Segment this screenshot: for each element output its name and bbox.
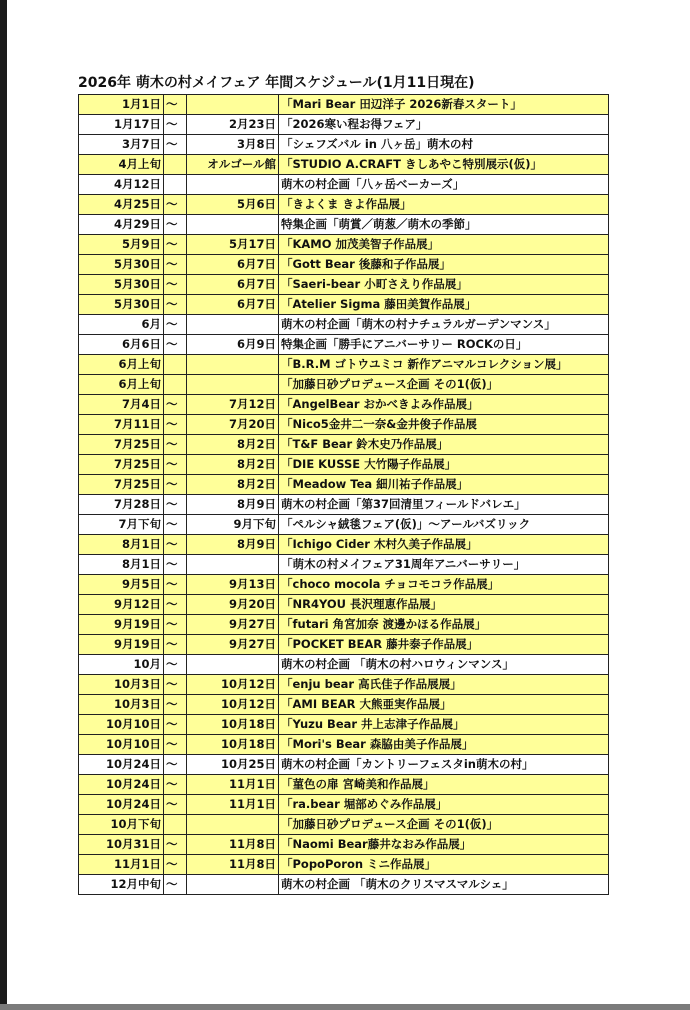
event-name-cell: 「Mari Bear 田辺洋子 2026新春スタート」 <box>279 95 609 115</box>
start-date-cell: 12月中旬 <box>79 875 164 895</box>
range-separator-cell: 〜 <box>164 755 187 775</box>
table-row <box>79 715 609 735</box>
event-name-cell: 「Saeri-bear 小町さえり作品展」 <box>279 275 609 295</box>
start-date-cell: 10月 <box>79 655 164 675</box>
start-date-cell: 4月12日 <box>79 175 164 195</box>
event-name-cell: 「Meadow Tea 細川祐子作品展」 <box>279 475 609 495</box>
start-date-cell: 4月上旬 <box>79 155 164 175</box>
table-row <box>79 195 609 215</box>
range-separator-cell: 〜 <box>164 735 187 755</box>
start-date-cell: 10月24日 <box>79 775 164 795</box>
start-date-cell: 8月1日 <box>79 535 164 555</box>
range-separator-cell: 〜 <box>164 515 187 535</box>
end-date-cell: 9月27日 <box>187 635 279 655</box>
end-date-cell: 8月2日 <box>187 455 279 475</box>
range-separator-cell: 〜 <box>164 855 187 875</box>
start-date-cell: 10月24日 <box>79 755 164 775</box>
event-name-cell: 「KAMO 加茂美智子作品展」 <box>279 235 609 255</box>
range-separator-cell <box>164 155 187 175</box>
start-date-cell: 1月17日 <box>79 115 164 135</box>
event-name-cell: 「B.R.M ゴトウユミコ 新作アニマルコレクション展」 <box>279 355 609 375</box>
table-row <box>79 255 609 275</box>
end-date-cell: 9月下旬 <box>187 515 279 535</box>
event-name-cell: 「Yuzu Bear 井上志津子作品展」 <box>279 715 609 735</box>
table-row <box>79 375 609 395</box>
start-date-cell: 9月5日 <box>79 575 164 595</box>
table-row <box>79 495 609 515</box>
table-row <box>79 315 609 335</box>
window-left-edge <box>0 0 7 1010</box>
range-separator-cell: 〜 <box>164 495 187 515</box>
end-date-cell: 11月8日 <box>187 835 279 855</box>
table-row <box>79 595 609 615</box>
start-date-cell: 5月30日 <box>79 275 164 295</box>
event-name-cell: 「加藤日砂プロデュース企画 その1(仮)」 <box>279 815 609 835</box>
event-name-cell: 萌木の村企画「萌木の村ナチュラルガーデンマンス」 <box>279 315 609 335</box>
schedule-sheet <box>78 73 612 895</box>
start-date-cell: 6月6日 <box>79 335 164 355</box>
range-separator-cell: 〜 <box>164 675 187 695</box>
start-date-cell: 11月1日 <box>79 855 164 875</box>
range-separator-cell: 〜 <box>164 875 187 895</box>
range-separator-cell: 〜 <box>164 455 187 475</box>
end-date-cell: 7月12日 <box>187 395 279 415</box>
range-separator-cell: 〜 <box>164 635 187 655</box>
table-row <box>79 415 609 435</box>
table-row <box>79 215 609 235</box>
range-separator-cell: 〜 <box>164 335 187 355</box>
end-date-cell <box>187 175 279 195</box>
range-separator-cell: 〜 <box>164 715 187 735</box>
end-date-cell: 6月7日 <box>187 255 279 275</box>
start-date-cell: 4月25日 <box>79 195 164 215</box>
start-date-cell: 6月 <box>79 315 164 335</box>
table-row <box>79 695 609 715</box>
table-row <box>79 155 609 175</box>
range-separator-cell: 〜 <box>164 275 187 295</box>
end-date-cell <box>187 215 279 235</box>
start-date-cell: 7月25日 <box>79 435 164 455</box>
event-name-cell: 萌木の村企画「八ヶ岳ベーカーズ」 <box>279 175 609 195</box>
table-row <box>79 475 609 495</box>
event-name-cell: 「ra.bear 堀部めぐみ作品展」 <box>279 795 609 815</box>
table-row <box>79 335 609 355</box>
table-row <box>79 655 609 675</box>
event-name-cell: 「萌木の村メイフェア31周年アニバーサリー」 <box>279 555 609 575</box>
start-date-cell: 3月7日 <box>79 135 164 155</box>
range-separator-cell: 〜 <box>164 435 187 455</box>
table-row <box>79 815 609 835</box>
table-row <box>79 535 609 555</box>
event-name-cell: 「きよくま きよ作品展」 <box>279 195 609 215</box>
range-separator-cell <box>164 355 187 375</box>
table-row <box>79 835 609 855</box>
range-separator-cell <box>164 375 187 395</box>
range-separator-cell: 〜 <box>164 595 187 615</box>
start-date-cell: 4月29日 <box>79 215 164 235</box>
event-name-cell: 「Nico5金井二一奈&金井俊子作品展 <box>279 415 609 435</box>
start-date-cell: 6月上旬 <box>79 375 164 395</box>
start-date-cell: 10月24日 <box>79 795 164 815</box>
end-date-cell: 10月18日 <box>187 735 279 755</box>
range-separator-cell: 〜 <box>164 775 187 795</box>
start-date-cell: 9月19日 <box>79 635 164 655</box>
event-name-cell: 「choco mocola チョコモコラ作品展」 <box>279 575 609 595</box>
table-row <box>79 675 609 695</box>
end-date-cell: 11月1日 <box>187 795 279 815</box>
range-separator-cell: 〜 <box>164 135 187 155</box>
end-date-cell <box>187 655 279 675</box>
end-date-cell <box>187 355 279 375</box>
range-separator-cell: 〜 <box>164 615 187 635</box>
table-row <box>79 755 609 775</box>
range-separator-cell: 〜 <box>164 235 187 255</box>
table-row <box>79 175 609 195</box>
end-date-cell <box>187 375 279 395</box>
end-date-cell: 7月20日 <box>187 415 279 435</box>
range-separator-cell: 〜 <box>164 695 187 715</box>
event-name-cell: 萌木の村企画 「萌木のクリスマスマルシェ」 <box>279 875 609 895</box>
table-row <box>79 575 609 595</box>
event-name-cell: 特集企画「萌賞／萌葱／萌木の季節」 <box>279 215 609 235</box>
end-date-cell: 5月17日 <box>187 235 279 255</box>
event-name-cell: 萌木の村企画「第37回清里フィールドバレエ」 <box>279 495 609 515</box>
event-name-cell: 「STUDIO A.CRAFT きしあやこ特別展示(仮)」 <box>279 155 609 175</box>
event-name-cell: 「DIE KUSSE 大竹陽子作品展」 <box>279 455 609 475</box>
table-row <box>79 135 609 155</box>
end-date-cell: 6月9日 <box>187 335 279 355</box>
event-name-cell: 「T&F Bear 鈴木史乃作品展」 <box>279 435 609 455</box>
end-date-cell <box>187 815 279 835</box>
range-separator-cell: 〜 <box>164 95 187 115</box>
window-bottom-edge <box>0 1004 690 1010</box>
end-date-cell: オルゴール館 <box>187 155 279 175</box>
event-name-cell: 「enju bear 高氏佳子作品展展」 <box>279 675 609 695</box>
event-name-cell: 「菫色の扉 宮崎美和作品展」 <box>279 775 609 795</box>
range-separator-cell: 〜 <box>164 295 187 315</box>
end-date-cell: 3月8日 <box>187 135 279 155</box>
range-separator-cell: 〜 <box>164 475 187 495</box>
end-date-cell: 10月18日 <box>187 715 279 735</box>
start-date-cell: 7月28日 <box>79 495 164 515</box>
end-date-cell: 10月12日 <box>187 675 279 695</box>
start-date-cell: 10月10日 <box>79 715 164 735</box>
start-date-cell: 10月下旬 <box>79 815 164 835</box>
start-date-cell: 8月1日 <box>79 555 164 575</box>
event-name-cell: 「ペルシャ絨毯フェア(仮)」〜アールバズリック <box>279 515 609 535</box>
start-date-cell: 5月30日 <box>79 295 164 315</box>
event-name-cell: 萌木の村企画「カントリーフェスタin萌木の村」 <box>279 755 609 775</box>
event-name-cell: 「Gott Bear 後藤和子作品展」 <box>279 255 609 275</box>
table-row <box>79 855 609 875</box>
table-row <box>79 115 609 135</box>
start-date-cell: 10月3日 <box>79 695 164 715</box>
range-separator-cell: 〜 <box>164 835 187 855</box>
event-name-cell: 「PopoPoron ミニ作品展」 <box>279 855 609 875</box>
range-separator-cell: 〜 <box>164 415 187 435</box>
start-date-cell: 9月19日 <box>79 615 164 635</box>
end-date-cell: 11月1日 <box>187 775 279 795</box>
range-separator-cell: 〜 <box>164 655 187 675</box>
event-name-cell: 「Atelier Sigma 藤田美賀作品展」 <box>279 295 609 315</box>
table-row <box>79 355 609 375</box>
start-date-cell: 5月30日 <box>79 255 164 275</box>
end-date-cell: 2月23日 <box>187 115 279 135</box>
end-date-cell <box>187 95 279 115</box>
end-date-cell: 8月2日 <box>187 435 279 455</box>
start-date-cell: 7月25日 <box>79 475 164 495</box>
table-row <box>79 875 609 895</box>
page-title: 2026年 萌木の村メイフェア 年間スケジュール(1月11日現在) <box>78 75 475 91</box>
schedule-table <box>78 94 609 895</box>
event-name-cell: 「シェフズバル in 八ヶ岳」萌木の村 <box>279 135 609 155</box>
event-name-cell: 萌木の村企画 「萌木の村ハロウィンマンス」 <box>279 655 609 675</box>
table-row <box>79 395 609 415</box>
start-date-cell: 7月11日 <box>79 415 164 435</box>
range-separator-cell: 〜 <box>164 215 187 235</box>
end-date-cell: 6月7日 <box>187 295 279 315</box>
table-row <box>79 615 609 635</box>
start-date-cell: 6月上旬 <box>79 355 164 375</box>
table-row <box>79 275 609 295</box>
end-date-cell: 8月2日 <box>187 475 279 495</box>
range-separator-cell: 〜 <box>164 195 187 215</box>
table-row <box>79 735 609 755</box>
range-separator-cell <box>164 815 187 835</box>
end-date-cell: 11月8日 <box>187 855 279 875</box>
table-row <box>79 95 609 115</box>
start-date-cell: 5月9日 <box>79 235 164 255</box>
start-date-cell: 10月3日 <box>79 675 164 695</box>
end-date-cell: 9月27日 <box>187 615 279 635</box>
range-separator-cell: 〜 <box>164 575 187 595</box>
event-name-cell: 「futari 角宮加奈 渡邊かほる作品展」 <box>279 615 609 635</box>
range-separator-cell: 〜 <box>164 115 187 135</box>
event-name-cell: 「AngelBear おかべきよみ作品展」 <box>279 395 609 415</box>
range-separator-cell: 〜 <box>164 795 187 815</box>
event-name-cell: 「Naomi Bear藤井なおみ作品展」 <box>279 835 609 855</box>
end-date-cell: 5月6日 <box>187 195 279 215</box>
end-date-cell <box>187 315 279 335</box>
start-date-cell: 9月12日 <box>79 595 164 615</box>
start-date-cell: 1月1日 <box>79 95 164 115</box>
start-date-cell: 7月下旬 <box>79 515 164 535</box>
range-separator-cell <box>164 175 187 195</box>
table-row <box>79 455 609 475</box>
end-date-cell: 8月9日 <box>187 495 279 515</box>
start-date-cell: 7月4日 <box>79 395 164 415</box>
table-row <box>79 295 609 315</box>
table-row <box>79 515 609 535</box>
range-separator-cell: 〜 <box>164 395 187 415</box>
event-name-cell: 「NR4YOU 長沢理恵作品展」 <box>279 595 609 615</box>
table-row <box>79 795 609 815</box>
table-row <box>79 555 609 575</box>
schedule-table-body <box>79 95 609 895</box>
table-row <box>79 635 609 655</box>
end-date-cell: 9月13日 <box>187 575 279 595</box>
end-date-cell: 10月25日 <box>187 755 279 775</box>
end-date-cell: 10月12日 <box>187 695 279 715</box>
event-name-cell: 「POCKET BEAR 藤井泰子作品展」 <box>279 635 609 655</box>
event-name-cell: 「2026寒い程お得フェア」 <box>279 115 609 135</box>
range-separator-cell: 〜 <box>164 555 187 575</box>
event-name-cell: 「Ichigo Cider 木村久美子作品展」 <box>279 535 609 555</box>
end-date-cell: 8月9日 <box>187 535 279 555</box>
range-separator-cell: 〜 <box>164 255 187 275</box>
start-date-cell: 10月31日 <box>79 835 164 855</box>
range-separator-cell: 〜 <box>164 315 187 335</box>
event-name-cell: 「AMI BEAR 大熊亜実作品展」 <box>279 695 609 715</box>
event-name-cell: 特集企画「勝手にアニバーサリー ROCKの日」 <box>279 335 609 355</box>
end-date-cell <box>187 875 279 895</box>
start-date-cell: 10月10日 <box>79 735 164 755</box>
range-separator-cell: 〜 <box>164 535 187 555</box>
start-date-cell: 7月25日 <box>79 455 164 475</box>
table-row <box>79 775 609 795</box>
event-name-cell: 「加藤日砂プロデュース企画 その1(仮)」 <box>279 375 609 395</box>
table-row <box>79 435 609 455</box>
end-date-cell <box>187 555 279 575</box>
event-name-cell: 「Mori's Bear 森脇由美子作品展」 <box>279 735 609 755</box>
end-date-cell: 6月7日 <box>187 275 279 295</box>
table-row <box>79 235 609 255</box>
end-date-cell: 9月20日 <box>187 595 279 615</box>
